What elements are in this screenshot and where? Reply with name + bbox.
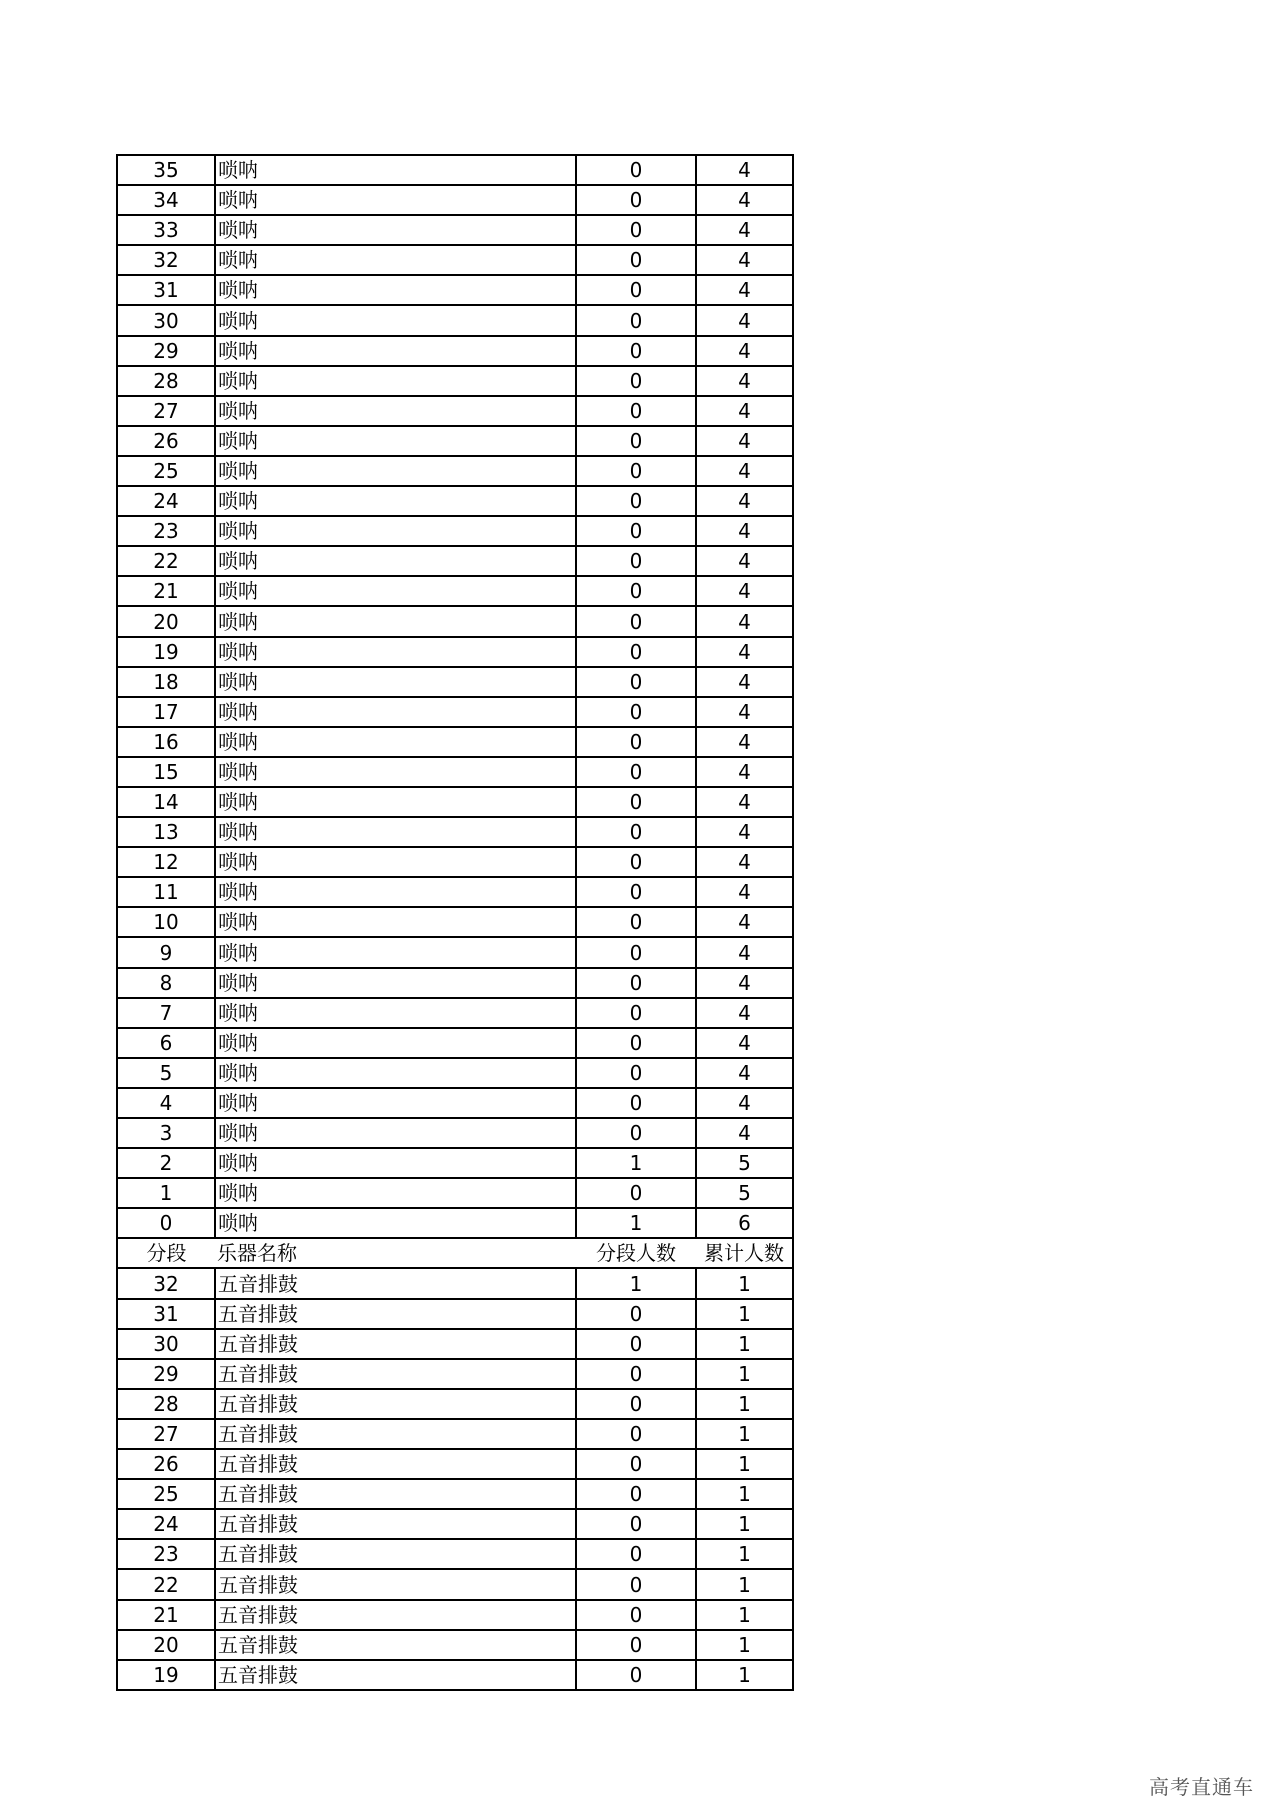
- instrument-cell: 唢呐: [215, 305, 576, 335]
- instrument-cell: 唢呐: [215, 516, 576, 546]
- cumulative-count-cell: 4: [696, 907, 793, 937]
- segment-cell: 21: [117, 576, 215, 606]
- table-row: [117, 1479, 793, 1509]
- segment-cell: 2: [117, 1148, 215, 1178]
- segment-count-cell: 0: [576, 1479, 696, 1509]
- segment-count-cell: 0: [576, 546, 696, 576]
- cumulative-count-cell: 4: [696, 336, 793, 366]
- segment-count-cell: 0: [576, 1359, 696, 1389]
- cumulative-count-cell: 1: [696, 1359, 793, 1389]
- cumulative-count-cell: 1: [696, 1389, 793, 1419]
- segment-count-cell: 0: [576, 907, 696, 937]
- table-row: [117, 396, 793, 426]
- segment-count-cell: 0: [576, 1299, 696, 1329]
- segment-count-cell: 0: [576, 486, 696, 516]
- segment-cell: 25: [117, 456, 215, 486]
- table-row: [117, 1208, 793, 1238]
- segment-count-cell: 0: [576, 456, 696, 486]
- table-row: [117, 757, 793, 787]
- segment-count-cell: 0: [576, 1389, 696, 1419]
- segment-count-cell: 0: [576, 1118, 696, 1148]
- cumulative-count-cell: 1: [696, 1329, 793, 1359]
- cumulative-count-cell: 4: [696, 1088, 793, 1118]
- cumulative-count-cell: 1: [696, 1299, 793, 1329]
- segment-count-cell: 0: [576, 1509, 696, 1539]
- cumulative-count-cell: 4: [696, 516, 793, 546]
- segment-count-cell: 0: [576, 275, 696, 305]
- segment-cell: 32: [117, 1268, 215, 1298]
- cumulative-count-cell: 1: [696, 1569, 793, 1599]
- cumulative-count-cell: 6: [696, 1208, 793, 1238]
- instrument-cell: 唢呐: [215, 546, 576, 576]
- cumulative-count-cell: 4: [696, 667, 793, 697]
- cumulative-count-cell: 4: [696, 697, 793, 727]
- table-row: [117, 1299, 793, 1329]
- segment-cell: 14: [117, 787, 215, 817]
- segment-count-cell: 0: [576, 516, 696, 546]
- cumulative-count-cell: 4: [696, 727, 793, 757]
- cumulative-count-cell: 4: [696, 456, 793, 486]
- table-row: [117, 215, 793, 245]
- cumulative-count-cell: 4: [696, 757, 793, 787]
- instrument-cell: 五音排鼓: [215, 1419, 576, 1449]
- instrument-cell: 唢呐: [215, 366, 576, 396]
- table-row: [117, 1148, 793, 1178]
- instrument-cell: 五音排鼓: [215, 1299, 576, 1329]
- table-row: [117, 1058, 793, 1088]
- cumulative-count-cell: 4: [696, 817, 793, 847]
- cumulative-count-cell: 4: [696, 576, 793, 606]
- instrument-cell: 唢呐: [215, 336, 576, 366]
- table-row: [117, 516, 793, 546]
- table-row: [117, 667, 793, 697]
- instrument-cell: 唢呐: [215, 697, 576, 727]
- table-row: [117, 336, 793, 366]
- segment-cell: 5: [117, 1058, 215, 1088]
- instrument-cell: 五音排鼓: [215, 1660, 576, 1690]
- table-row: [117, 606, 793, 636]
- table-row: [117, 576, 793, 606]
- instrument-cell: 唢呐: [215, 1088, 576, 1118]
- segment-count-cell: 0: [576, 1660, 696, 1690]
- segment-cell: 27: [117, 396, 215, 426]
- segment-cell: 26: [117, 1449, 215, 1479]
- segment-count-cell: 0: [576, 697, 696, 727]
- segment-cell: 25: [117, 1479, 215, 1509]
- cumulative-count-cell: 4: [696, 1118, 793, 1148]
- segment-cell: 29: [117, 1359, 215, 1389]
- instrument-cell: 唢呐: [215, 245, 576, 275]
- segment-cell: 28: [117, 366, 215, 396]
- cumulative-count-cell: 4: [696, 215, 793, 245]
- segment-count-cell: 1: [576, 1268, 696, 1298]
- segment-count-cell: 0: [576, 968, 696, 998]
- instrument-cell: 唢呐: [215, 215, 576, 245]
- table-row: [117, 877, 793, 907]
- table-row: [117, 1268, 793, 1298]
- instrument-cell: 五音排鼓: [215, 1449, 576, 1479]
- segment-cell: 30: [117, 1329, 215, 1359]
- table-row: [117, 1028, 793, 1058]
- table-row: [117, 727, 793, 757]
- table-row: [117, 968, 793, 998]
- instrument-cell: 唢呐: [215, 907, 576, 937]
- segment-cell: 4: [117, 1088, 215, 1118]
- segment-count-cell: 0: [576, 366, 696, 396]
- table-row: [117, 185, 793, 215]
- instrument-cell: 唢呐: [215, 456, 576, 486]
- segment-cell: 32: [117, 245, 215, 275]
- cumulative-count-cell: 1: [696, 1449, 793, 1479]
- segment-cell: 31: [117, 275, 215, 305]
- instrument-cell: 唢呐: [215, 847, 576, 877]
- cumulative-count-cell: 4: [696, 546, 793, 576]
- table-row: [117, 456, 793, 486]
- segment-cell: 17: [117, 697, 215, 727]
- instrument-cell: 五音排鼓: [215, 1479, 576, 1509]
- segment-count-cell: 0: [576, 1329, 696, 1359]
- table-row: [117, 305, 793, 335]
- cumulative-count-cell: 5: [696, 1178, 793, 1208]
- segment-cell: 1: [117, 1178, 215, 1208]
- segment-count-cell: 0: [576, 1088, 696, 1118]
- segment-cell: 24: [117, 1509, 215, 1539]
- instrument-cell: 唢呐: [215, 1028, 576, 1058]
- segment-cell: 23: [117, 1539, 215, 1569]
- instrument-cell: 唢呐: [215, 426, 576, 456]
- cumulative-count-cell: 1: [696, 1419, 793, 1449]
- cumulative-count-cell: 4: [696, 937, 793, 967]
- table-row: [117, 486, 793, 516]
- segment-cell: 11: [117, 877, 215, 907]
- segment-count-cell: 1: [576, 1148, 696, 1178]
- table-row: [117, 1419, 793, 1449]
- instrument-cell: 五音排鼓: [215, 1268, 576, 1298]
- segment-count-cell: 0: [576, 847, 696, 877]
- instrument-cell: 唢呐: [215, 727, 576, 757]
- segment-count-cell: 0: [576, 1569, 696, 1599]
- segment-cell: 20: [117, 1630, 215, 1660]
- segment-cell: 30: [117, 305, 215, 335]
- segment-count-cell: 0: [576, 1600, 696, 1630]
- cumulative-count-cell: 1: [696, 1268, 793, 1298]
- cumulative-count-cell: 1: [696, 1600, 793, 1630]
- segment-cell: 29: [117, 336, 215, 366]
- segment-count-cell: 0: [576, 576, 696, 606]
- cumulative-count-cell: 4: [696, 787, 793, 817]
- segment-count-cell: 0: [576, 606, 696, 636]
- cumulative-count-cell: 4: [696, 426, 793, 456]
- segment-cell: 10: [117, 907, 215, 937]
- segment-cell: 18: [117, 667, 215, 697]
- instrument-cell: 五音排鼓: [215, 1539, 576, 1569]
- segment-cell: 27: [117, 1419, 215, 1449]
- instrument-cell: 唢呐: [215, 1118, 576, 1148]
- table-row: [117, 1600, 793, 1630]
- cumulative-count-cell: 4: [696, 847, 793, 877]
- segment-cell: 8: [117, 968, 215, 998]
- segment-count-cell: 0: [576, 1630, 696, 1660]
- segment-count-cell: 0: [576, 1058, 696, 1088]
- segment-cell: 19: [117, 637, 215, 667]
- table-row: [117, 1539, 793, 1569]
- segment-count-cell: 0: [576, 305, 696, 335]
- segment-cell: 34: [117, 185, 215, 215]
- instrument-cell: 唢呐: [215, 877, 576, 907]
- instrument-cell: 唢呐: [215, 396, 576, 426]
- cumulative-count-cell: 4: [696, 245, 793, 275]
- segment-count-cell: 0: [576, 155, 696, 185]
- table-row: [117, 1509, 793, 1539]
- table-row: [117, 637, 793, 667]
- segment-cell: 0: [117, 1208, 215, 1238]
- cumulative-count-cell: 5: [696, 1148, 793, 1178]
- segment-count-cell: 0: [576, 426, 696, 456]
- cumulative-count-cell: 4: [696, 486, 793, 516]
- cumulative-count-cell: 4: [696, 877, 793, 907]
- segment-cell: 3: [117, 1118, 215, 1148]
- instrument-cell: 唢呐: [215, 155, 576, 185]
- instrument-cell: 唢呐: [215, 275, 576, 305]
- table-row: [117, 1660, 793, 1690]
- segment-count-cell: 0: [576, 998, 696, 1028]
- segment-count-cell: 0: [576, 185, 696, 215]
- table-body: [117, 155, 793, 1690]
- segment-count-cell: 0: [576, 1539, 696, 1569]
- segment-count-cell: 0: [576, 637, 696, 667]
- segment-count-cell: 0: [576, 667, 696, 697]
- cumulative-count-cell: 4: [696, 305, 793, 335]
- header-instrument-name: 乐器名称: [215, 1238, 576, 1268]
- segment-cell: 23: [117, 516, 215, 546]
- segment-cell: 31: [117, 1299, 215, 1329]
- segment-count-cell: 0: [576, 817, 696, 847]
- table-row: [117, 817, 793, 847]
- instrument-cell: 唢呐: [215, 1208, 576, 1238]
- segment-cell: 12: [117, 847, 215, 877]
- cumulative-count-cell: 4: [696, 968, 793, 998]
- cumulative-count-cell: 1: [696, 1539, 793, 1569]
- table-row: [117, 275, 793, 305]
- watermark-text: 高考直通车: [1149, 1775, 1254, 1799]
- table-row: [117, 1088, 793, 1118]
- header-segment: 分段: [117, 1238, 215, 1268]
- table-row: [117, 1359, 793, 1389]
- segment-cell: 7: [117, 998, 215, 1028]
- cumulative-count-cell: 4: [696, 606, 793, 636]
- table-row: [117, 937, 793, 967]
- segment-cell: 22: [117, 546, 215, 576]
- segment-count-cell: 0: [576, 757, 696, 787]
- segment-cell: 21: [117, 1600, 215, 1630]
- table-row: [117, 245, 793, 275]
- segment-cell: 35: [117, 155, 215, 185]
- instrument-cell: 唢呐: [215, 185, 576, 215]
- cumulative-count-cell: 4: [696, 637, 793, 667]
- instrument-cell: 唢呐: [215, 998, 576, 1028]
- table-row: [117, 787, 793, 817]
- table-row: [117, 1569, 793, 1599]
- table-row: [117, 366, 793, 396]
- cumulative-count-cell: 1: [696, 1479, 793, 1509]
- segment-count-cell: 0: [576, 937, 696, 967]
- segment-cell: 19: [117, 1660, 215, 1690]
- instrument-cell: 唢呐: [215, 1148, 576, 1178]
- segment-count-cell: 0: [576, 215, 696, 245]
- instrument-cell: 五音排鼓: [215, 1509, 576, 1539]
- segment-count-cell: 0: [576, 787, 696, 817]
- instrument-cell: 五音排鼓: [215, 1329, 576, 1359]
- segment-cell: 9: [117, 937, 215, 967]
- instrument-cell: 五音排鼓: [215, 1389, 576, 1419]
- instrument-cell: 唢呐: [215, 968, 576, 998]
- cumulative-count-cell: 4: [696, 155, 793, 185]
- instrument-cell: 唢呐: [215, 1178, 576, 1208]
- instrument-cell: 五音排鼓: [215, 1630, 576, 1660]
- instrument-cell: 唢呐: [215, 817, 576, 847]
- table-row: [117, 998, 793, 1028]
- segment-count-cell: 0: [576, 336, 696, 366]
- segment-count-cell: 0: [576, 396, 696, 426]
- cumulative-count-cell: 4: [696, 998, 793, 1028]
- segment-cell: 16: [117, 727, 215, 757]
- table-row: [117, 426, 793, 456]
- cumulative-count-cell: 4: [696, 396, 793, 426]
- table-row: [117, 907, 793, 937]
- table-row: [117, 1118, 793, 1148]
- segment-count-cell: 0: [576, 245, 696, 275]
- cumulative-count-cell: 4: [696, 185, 793, 215]
- table-row: [117, 847, 793, 877]
- segment-count-cell: 0: [576, 1028, 696, 1058]
- cumulative-count-cell: 4: [696, 275, 793, 305]
- table-row: [117, 1178, 793, 1208]
- segment-count-cell: 0: [576, 1449, 696, 1479]
- instrument-cell: 唢呐: [215, 937, 576, 967]
- instrument-cell: 五音排鼓: [215, 1359, 576, 1389]
- segment-count-cell: 1: [576, 1208, 696, 1238]
- segment-cell: 20: [117, 606, 215, 636]
- cumulative-count-cell: 1: [696, 1509, 793, 1539]
- cumulative-count-cell: 1: [696, 1630, 793, 1660]
- table-row: [117, 1329, 793, 1359]
- instrument-cell: 唢呐: [215, 637, 576, 667]
- header-cumulative-count: 累计人数: [696, 1238, 793, 1268]
- score-distribution-table: [116, 154, 794, 1691]
- segment-count-cell: 0: [576, 727, 696, 757]
- instrument-cell: 唢呐: [215, 606, 576, 636]
- segment-cell: 15: [117, 757, 215, 787]
- instrument-cell: 唢呐: [215, 787, 576, 817]
- instrument-cell: 唢呐: [215, 667, 576, 697]
- instrument-cell: 唢呐: [215, 757, 576, 787]
- segment-cell: 33: [117, 215, 215, 245]
- table-row: [117, 697, 793, 727]
- instrument-cell: 唢呐: [215, 1058, 576, 1088]
- instrument-cell: 五音排鼓: [215, 1600, 576, 1630]
- instrument-cell: 唢呐: [215, 486, 576, 516]
- segment-cell: 28: [117, 1389, 215, 1419]
- segment-cell: 6: [117, 1028, 215, 1058]
- instrument-cell: 唢呐: [215, 576, 576, 606]
- table-row: [117, 546, 793, 576]
- segment-cell: 22: [117, 1569, 215, 1599]
- header-row: [117, 1238, 793, 1268]
- segment-cell: 24: [117, 486, 215, 516]
- cumulative-count-cell: 4: [696, 1028, 793, 1058]
- segment-cell: 26: [117, 426, 215, 456]
- segment-count-cell: 0: [576, 877, 696, 907]
- table-row: [117, 155, 793, 185]
- segment-cell: 13: [117, 817, 215, 847]
- cumulative-count-cell: 4: [696, 366, 793, 396]
- cumulative-count-cell: 1: [696, 1660, 793, 1690]
- table-row: [117, 1389, 793, 1419]
- table-row: [117, 1449, 793, 1479]
- instrument-cell: 五音排鼓: [215, 1569, 576, 1599]
- segment-count-cell: 0: [576, 1419, 696, 1449]
- header-segment-count: 分段人数: [576, 1238, 696, 1268]
- segment-count-cell: 0: [576, 1178, 696, 1208]
- table-row: [117, 1630, 793, 1660]
- cumulative-count-cell: 4: [696, 1058, 793, 1088]
